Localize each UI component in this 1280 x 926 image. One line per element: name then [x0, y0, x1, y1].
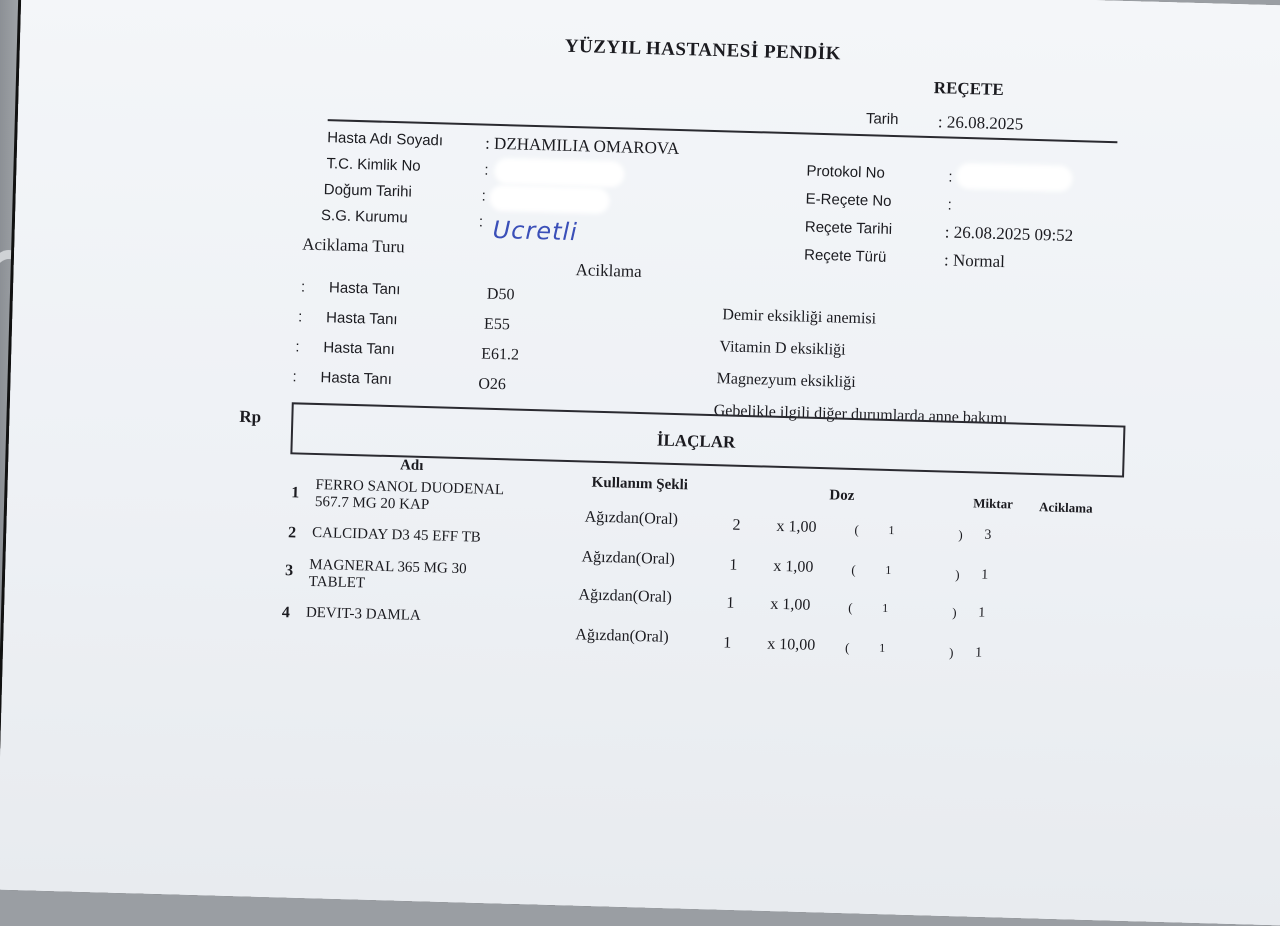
diagnosis-label: Hasta Tanı [328, 279, 401, 299]
diagnosis-code: O26 [478, 375, 507, 394]
med-unit: 1 [882, 600, 889, 616]
med-frequency: 2 [732, 516, 741, 534]
paren-open: ( [851, 561, 856, 578]
row-number: 1 [291, 484, 300, 502]
redaction-mark [494, 158, 625, 188]
med-dose: x 1,00 [773, 557, 814, 576]
erecete-separator: : [947, 196, 952, 214]
med-usage: Ağızdan(Oral) [578, 586, 673, 606]
dob-separator: : [481, 187, 487, 205]
diagnosis-label: Hasta Tanı [323, 339, 395, 359]
row-number: 3 [284, 562, 294, 580]
sg-label: S.G. Kurumu [320, 207, 408, 227]
diagnosis-label: Hasta Tanı [325, 309, 398, 329]
med-name: CALCIDAY D3 45 EFF TB [311, 524, 481, 546]
med-unit: 1 [885, 562, 892, 578]
med-name-line2: 567.7 MG 20 KAP [314, 493, 430, 514]
date-value: : 26.08.2025 [937, 112, 1024, 134]
med-unit: 1 [878, 640, 886, 655]
recete-type-label: Reçete Türü [803, 246, 887, 266]
paren-open: ( [854, 522, 860, 538]
med-usage: Ağızdan(Oral) [575, 626, 669, 646]
recete-date-label: Reçete Tarihi [804, 218, 893, 238]
dob-label: Doğum Tarihi [323, 181, 413, 201]
column-name: Adı [399, 457, 424, 474]
paren-open: ( [844, 639, 850, 655]
paren-close: ) [948, 644, 954, 660]
med-name: MAGNERAL 365 MG 30 [309, 556, 467, 578]
diagnosis-code: E61.2 [480, 345, 520, 364]
column-amount: Miktar [973, 495, 1014, 512]
hospital-name: YÜZYIL HASTANESİ PENDİK [564, 35, 842, 65]
med-name: DEVIT-3 DAMLA [305, 604, 421, 624]
column-dose: Doz [829, 487, 855, 505]
diagnosis-description: Vitamin D eksikliği [719, 338, 846, 359]
tc-separator: : [484, 161, 489, 179]
paren-close: ) [955, 566, 960, 582]
med-amount: 1 [977, 605, 986, 621]
paren-close: ) [951, 604, 957, 620]
med-usage: Ağızdan(Oral) [584, 508, 679, 529]
diagnosis-code: D50 [486, 285, 515, 304]
diagnosis-separator: : [297, 308, 303, 326]
row-number: 2 [287, 524, 297, 542]
handwritten-note: Ucretli [492, 215, 579, 247]
med-frequency: 1 [723, 634, 732, 652]
diagnosis-separator: : [292, 368, 297, 386]
med-amount: 1 [974, 645, 983, 661]
sg-separator: : [478, 213, 484, 231]
med-unit: 1 [888, 522, 895, 538]
diagnosis-code: E55 [483, 315, 511, 334]
patient-name-value: : DZHAMILIA OMAROVA [484, 133, 680, 158]
explanation-type-label: Aciklama Turu [301, 234, 405, 257]
recete-type-value: : Normal [943, 250, 1006, 272]
med-dose: x 10,00 [766, 635, 816, 654]
paren-open: ( [848, 599, 853, 616]
document-type: REÇETE [933, 78, 1004, 100]
med-name: FERRO SANOL DUODENAL [315, 476, 505, 499]
row-number: 4 [281, 604, 291, 622]
med-name-line2: TABLET [308, 573, 366, 592]
rp-label: Rp [239, 406, 262, 427]
med-dose: x 1,00 [770, 595, 811, 614]
med-frequency: 1 [729, 556, 738, 574]
column-usage: Kullanım Şekli [591, 474, 689, 494]
med-dose: x 1,00 [776, 517, 817, 536]
diagnosis-separator: : [295, 338, 300, 356]
redaction-mark [956, 163, 1073, 192]
medications-title: İLAÇLAR [656, 430, 736, 452]
med-amount: 3 [984, 527, 992, 543]
diagnosis-description: Demir eksikliği anemisi [722, 306, 877, 328]
paren-close: ) [958, 526, 963, 543]
diagnosis-label: Hasta Tanı [320, 369, 393, 389]
erecete-label: E-Reçete No [805, 190, 892, 210]
diagnosis-separator: : [300, 278, 306, 296]
med-frequency: 1 [726, 594, 735, 612]
med-amount: 1 [981, 567, 989, 583]
column-note: Aciklama [1038, 499, 1093, 516]
diagnosis-description: Magnezyum eksikliği [716, 370, 856, 392]
tc-label: T.C. Kimlik No [326, 155, 421, 175]
protocol-separator: : [948, 168, 953, 186]
date-label: Tarih [865, 110, 899, 129]
recete-date-value: : 26.08.2025 09:52 [944, 222, 1074, 246]
explanation-label: Aciklama [575, 260, 642, 281]
med-usage: Ağızdan(Oral) [581, 548, 676, 569]
diagnosis-description: Gebelikle ilgili diğer durumlarda anne bakımı [713, 402, 1008, 428]
patient-name-label: Hasta Adı Soyadı [326, 129, 444, 150]
redaction-mark [489, 185, 610, 214]
protocol-label: Protokol No [806, 162, 886, 182]
